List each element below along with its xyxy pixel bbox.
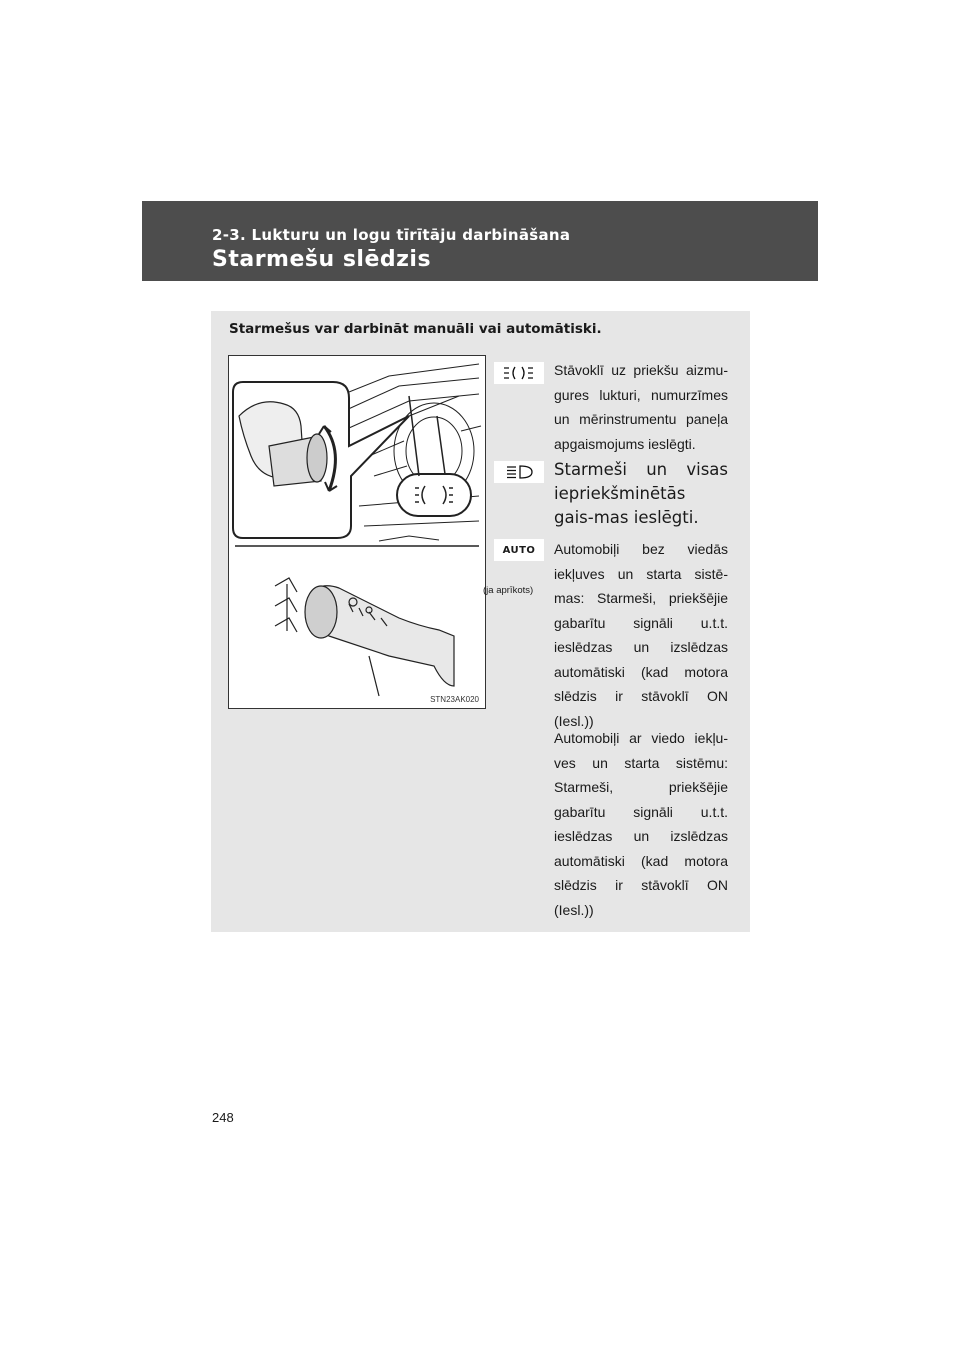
headlight-icon (494, 461, 544, 483)
if-equipped-note: (ja aprīkots) (483, 585, 534, 596)
intro-text: Starmešus var darbināt manuāli vai automātiski. (229, 321, 602, 337)
mode-1-description: Stāvoklī uz priekšu aizmu-gures lukturi, numurzīmes un mērinstrumentu paneļa apgaismojums ieslēgti. (554, 362, 728, 452)
headlight-switch-illustration (228, 355, 486, 709)
mode-3-description-smart-key: Automobiļi ar viedo iekļu-ves un starta sistēmu: Starmeši, priekšējie gabarītu signāli u.t.t. ieslēdzas un izslēdzas automātiski (kad motora slēdzis ir stāvoklī ON (Iesl.)) (554, 730, 728, 918)
page-number: 248 (212, 1110, 234, 1125)
mode-3-description: Automobiļi bez viedās iekļuves un starta sistē-mas: Starmeši, priekšējie gabarītu signāli u.t.t. ieslēdzas un izslēdzas automātiski (kad motora slēdzis ir stāvoklī ON (Iesl.)) (554, 541, 728, 729)
parking-light-icon (494, 362, 544, 384)
auto-mode-label: AUTO (494, 539, 544, 561)
content-panel (211, 311, 750, 932)
headlight-icon-glyph (504, 464, 534, 480)
figure-id: STN23AK020 (430, 695, 479, 704)
parking-light-icon-glyph (502, 365, 536, 381)
illustration-drawing (229, 356, 485, 708)
page-title: Starmešu slēdzis (212, 247, 432, 272)
mode-2-description: Starmeši un visas iepriekšminētās gais-mas ieslēgti. (554, 460, 728, 527)
chapter-header (142, 201, 818, 281)
section-label: 2-3. Lukturu un logu tīrītāju darbināšana (212, 226, 571, 244)
